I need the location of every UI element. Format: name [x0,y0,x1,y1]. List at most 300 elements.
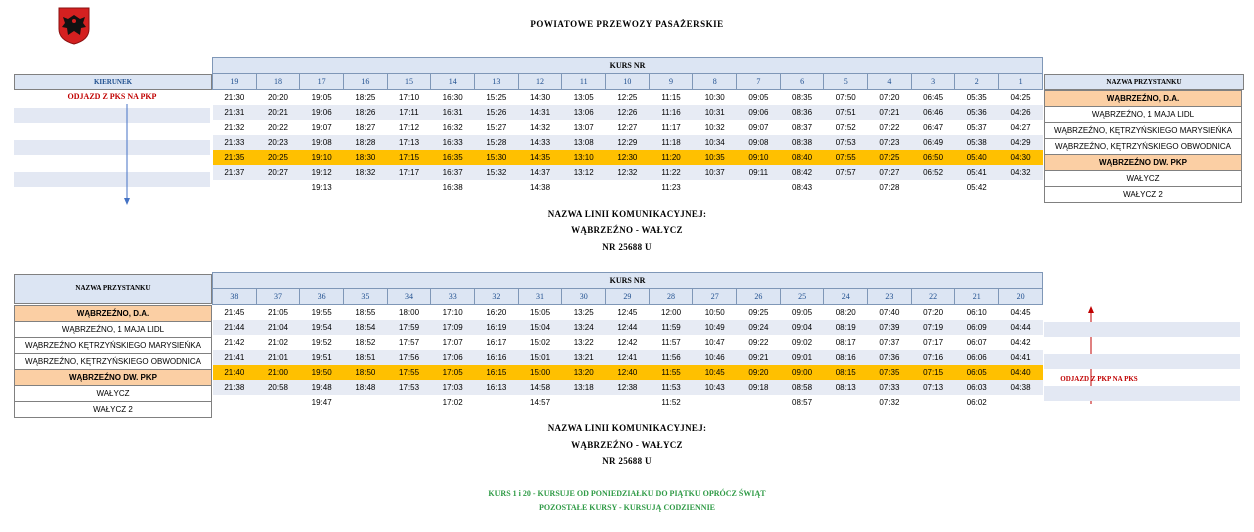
departure-time: 07:19 [911,320,955,335]
departure-time: 06:10 [966,308,987,317]
departure-time: 10:30 [704,93,725,102]
direction-label-lower: ODJAZD Z PKP NA PKS [1060,375,1138,383]
departure-time: 07:15 [911,365,955,380]
departure-time [911,180,955,195]
departure-time: 12:27 [617,123,638,132]
departure-time: 16:15 [475,365,519,380]
stop-name: WAŁYCZ [1044,170,1242,187]
departure-time: 08:57 [792,398,813,407]
departure-time [737,180,781,195]
departure-time: 16:33 [431,135,475,150]
course-number: 25 [780,289,824,305]
departure-time [256,180,300,195]
departure-time: 16:19 [475,320,519,335]
departure-time [213,180,257,195]
departure-time [693,180,737,195]
departure-time: 09:00 [780,365,824,380]
departure-time: 10:34 [693,135,737,150]
departure-time: 04:42 [1010,338,1031,347]
departure-time: 08:19 [824,320,868,335]
departure-time: 08:43 [792,183,813,192]
departure-time: 14:37 [518,165,562,180]
departure-time: 10:31 [693,105,737,120]
departure-time [475,395,519,410]
departure-time: 18:52 [355,338,376,347]
departure-time: 09:02 [792,338,813,347]
timetable-row [213,165,1043,180]
departure-time: 20:27 [256,165,300,180]
departure-time: 17:12 [399,123,420,132]
departure-time: 08:16 [824,350,868,365]
stop-name: WĄBRZEŹNO, KĘTRZYŃSKIEGO OBWODNICA [1044,138,1242,155]
departure-time: 13:10 [562,150,606,165]
departure-time: 07:55 [824,150,868,165]
departure-time: 19:48 [300,380,344,395]
course-number: 2 [955,74,999,90]
departure-time: 11:53 [649,380,693,395]
departure-time: 15:28 [475,135,519,150]
departure-time: 18:00 [399,308,420,317]
departure-time: 17:07 [442,338,463,347]
departure-time: 19:12 [300,165,344,180]
departure-time [387,180,431,195]
departure-time: 19:55 [311,308,332,317]
timetable-row [213,150,1043,165]
stop-name: WĄBRZEŹNO, 1 MAJA LIDL [1044,106,1242,123]
departure-time [562,180,606,195]
departure-time: 13:05 [573,93,594,102]
departure-time: 09:22 [748,338,769,347]
departure-time: 13:12 [562,165,606,180]
stop-name: WĄBRZEŹNO, 1 MAJA LIDL [14,321,212,338]
course-number: 32 [475,289,519,305]
departure-time: 09:20 [737,365,781,380]
departure-time: 07:17 [923,338,944,347]
line-name: WĄBRZEŹNO - WAŁYCZ [571,225,683,235]
departure-time: 21:42 [224,338,245,347]
departure-time: 21:32 [224,123,245,132]
departure-time: 16:13 [475,380,519,395]
departure-time: 18:51 [344,350,388,365]
line-name: WĄBRZEŹNO - WAŁYCZ [571,440,683,450]
course-number: 1 [999,74,1043,90]
departure-time: 19:50 [300,365,344,380]
departure-time: 18:30 [344,150,388,165]
departure-time: 21:00 [256,365,300,380]
course-number: 23 [868,289,912,305]
departure-time: 15:01 [518,350,562,365]
stop-header: NAZWA PRZYSTANKU [14,274,212,304]
departure-time: 19:52 [311,338,332,347]
departure-time: 21:40 [213,365,257,380]
departure-time: 09:11 [737,165,781,180]
course-number: 37 [256,289,300,305]
stop-name: WĄBRZEŹNO, D.A. [14,305,212,322]
departure-time: 06:47 [923,123,944,132]
departure-time: 18:50 [344,365,388,380]
departure-time: 15:25 [486,93,507,102]
timetable-row [213,180,1043,195]
departure-time: 04:26 [999,105,1043,120]
course-number: 6 [780,74,824,90]
departure-time: 04:25 [1010,93,1031,102]
departure-time: 07:51 [824,105,868,120]
departure-time: 08:36 [780,105,824,120]
departure-time: 04:40 [999,365,1043,380]
departure-time: 07:50 [835,93,856,102]
departure-time [475,180,519,195]
departure-time: 08:15 [824,365,868,380]
departure-time: 07:40 [879,308,900,317]
course-number: 21 [955,289,999,305]
departure-time: 06:05 [955,365,999,380]
departure-time [824,395,868,410]
departure-time: 18:25 [355,93,376,102]
footer-note-weekdays: KURS 1 i 20 - KURSUJE OD PONIEDZIAŁKU DO PIĄTKU OPRÓCZ ŚWIĄT [488,489,766,498]
departure-time: 06:46 [911,105,955,120]
departure-time: 09:21 [737,350,781,365]
row-band-stub [1044,322,1240,337]
departure-time: 18:48 [344,380,388,395]
departure-time: 13:18 [562,380,606,395]
departure-time: 19:47 [311,398,332,407]
timetable-row [213,365,1043,380]
departure-time: 19:05 [311,93,332,102]
timetable-row [213,90,1043,106]
departure-time: 19:07 [311,123,332,132]
departure-time: 06:50 [911,150,955,165]
departure-time: 05:40 [955,150,999,165]
departure-time: 19:06 [300,105,344,120]
departure-time [693,395,737,410]
departure-time: 13:24 [562,320,606,335]
departure-time: 04:29 [999,135,1043,150]
stop-name: WĄBRZEŹNO, KĘTRZYŃSKIEGO OBWODNICA [14,353,212,370]
departure-time: 15:30 [475,150,519,165]
departure-time: 14:58 [518,380,562,395]
departure-time: 17:57 [399,338,420,347]
departure-time [387,395,431,410]
departure-time: 07:36 [868,350,912,365]
departure-time: 04:27 [1010,123,1031,132]
departure-time: 13:20 [562,365,606,380]
departure-time: 06:07 [966,338,987,347]
stop-name: WAŁYCZ [14,385,212,402]
departure-time: 21:45 [224,308,245,317]
departure-time: 09:18 [737,380,781,395]
course-number: 29 [606,289,650,305]
departure-time: 07:39 [868,320,912,335]
departure-time: 11:17 [661,123,681,132]
departure-time [824,180,868,195]
departure-time: 21:02 [267,338,289,347]
timetable-row [213,135,1043,150]
departure-time: 09:05 [748,93,769,102]
departure-time: 13:21 [562,350,606,365]
departure-time: 21:41 [213,350,257,365]
row-band-stub [14,172,210,187]
departure-time: 10:50 [704,308,725,317]
stop-name: WĄBRZEŹNO DW. PKP [14,369,212,386]
timetable-row [213,320,1043,335]
departure-time: 11:20 [649,150,693,165]
stop-name: WAŁYCZ 2 [1044,186,1242,203]
departure-time: 06:03 [955,380,999,395]
departure-time: 20:58 [256,380,300,395]
departure-time: 12:25 [617,93,638,102]
departure-time: 09:10 [737,150,781,165]
course-number: 38 [213,289,257,305]
departure-time: 07:37 [879,338,900,347]
departure-time: 04:32 [999,165,1043,180]
course-number: 33 [431,289,475,305]
stop-name: WAŁYCZ 2 [14,401,212,418]
course-number: 20 [999,289,1043,305]
row-band-stub [1044,386,1240,401]
departure-time: 06:06 [955,350,999,365]
departure-time: 09:05 [792,308,813,317]
departure-time: 20:20 [267,93,289,102]
departure-time: 20:21 [256,105,300,120]
departure-time: 04:41 [999,350,1043,365]
departure-time [737,395,781,410]
departure-time: 09:24 [737,320,781,335]
departure-time: 09:08 [737,135,781,150]
line-number: NR 25688 U [602,456,652,466]
departure-time: 20:23 [256,135,300,150]
departure-time: 07:53 [824,135,868,150]
departure-time: 17:02 [442,398,463,407]
stop-name: WĄBRZEŹNO, D.A. [1044,90,1242,107]
departure-time: 12:26 [606,105,650,120]
departure-time: 12:42 [617,338,638,347]
row-band-stub [1044,354,1240,369]
departure-time: 10:32 [704,123,725,132]
departure-time: 19:54 [300,320,344,335]
course-number: 10 [606,74,650,90]
departure-time: 18:27 [355,123,376,132]
departure-time: 08:58 [780,380,824,395]
footer-note-daily: POZOSTAŁE KURSY - KURSUJĄ CODZIENNIE [538,503,716,512]
departure-time: 21:44 [213,320,257,335]
departure-time: 14:35 [518,150,562,165]
departure-time: 15:27 [486,123,507,132]
departure-time [344,395,388,410]
departure-time: 15:00 [518,365,562,380]
course-number: 18 [256,74,300,90]
departure-time: 04:38 [999,380,1043,395]
departure-time: 21:01 [256,350,300,365]
departure-time: 08:37 [792,123,813,132]
departure-time: 19:51 [300,350,344,365]
departure-time: 17:56 [387,350,431,365]
departure-time: 06:45 [923,93,944,102]
timetable-row [213,105,1043,120]
departure-time: 10:43 [693,380,737,395]
departure-time: 09:01 [780,350,824,365]
departure-time: 18:28 [344,135,388,150]
departure-time: 17:55 [387,365,431,380]
departure-time: 17:05 [431,365,475,380]
departure-time [213,395,257,410]
departure-time [999,395,1043,410]
departure-time: 15:05 [530,308,551,317]
departure-time: 11:15 [661,93,681,102]
departure-time: 05:35 [966,93,987,102]
departure-time: 13:08 [562,135,606,150]
departure-time: 20:25 [256,150,300,165]
departure-time: 07:20 [879,93,900,102]
course-number: 26 [737,289,781,305]
course-number: 12 [518,74,562,90]
departure-time [256,395,300,410]
course-number: 5 [824,74,868,90]
departure-time: 14:57 [530,398,551,407]
departure-time: 16:37 [431,165,475,180]
departure-time: 10:35 [693,150,737,165]
course-number: 34 [387,289,431,305]
departure-time: 18:54 [344,320,388,335]
departure-time: 12:38 [606,380,650,395]
departure-time: 15:26 [475,105,519,120]
departure-time: 17:06 [431,350,475,365]
departure-time: 12:32 [606,165,650,180]
departure-time: 05:36 [955,105,999,120]
departure-time: 07:57 [824,165,868,180]
departure-time: 21:35 [213,150,257,165]
departure-time: 12:30 [606,150,650,165]
line-number: NR 25688 U [602,242,652,252]
line-title: NAZWA LINII KOMUNIKACYJNEJ: [547,423,707,433]
departure-time: 05:37 [966,123,987,132]
departure-time [606,395,650,410]
departure-time: 17:09 [431,320,475,335]
course-number: 30 [562,289,606,305]
departure-time: 12:41 [606,350,650,365]
course-number: 15 [387,74,431,90]
departure-time: 18:55 [355,308,376,317]
departure-time: 11:18 [649,135,693,150]
course-number: 24 [824,289,868,305]
departure-time: 17:59 [387,320,431,335]
departure-time: 14:38 [530,183,551,192]
departure-time: 21:04 [256,320,300,335]
departure-time: 15:04 [518,320,562,335]
departure-time: 17:13 [387,135,431,150]
departure-time: 07:33 [868,380,912,395]
departure-time: 17:11 [387,105,431,120]
departure-time: 07:13 [911,380,955,395]
departure-time: 08:40 [780,150,824,165]
course-number: 4 [868,74,912,90]
departure-time: 08:38 [780,135,824,150]
kurs-header: KURS NR [213,58,1043,74]
departure-time: 12:40 [606,365,650,380]
departure-time: 08:13 [824,380,868,395]
lower-timetable [212,272,1043,410]
departure-time: 07:16 [911,350,955,365]
departure-time: 10:37 [693,165,737,180]
departure-time: 18:32 [344,165,388,180]
departure-time: 11:59 [649,320,693,335]
departure-time: 20:22 [267,123,289,132]
kurs-header: KURS NR [213,273,1043,289]
departure-time: 04:45 [1010,308,1031,317]
departure-time: 13:07 [573,123,594,132]
departure-time: 09:06 [737,105,781,120]
departure-time: 05:42 [966,183,987,192]
stop-header: NAZWA PRZYSTANKU [1044,74,1244,90]
departure-time: 04:44 [999,320,1043,335]
upper-timetable [212,57,1043,195]
departure-time: 13:06 [562,105,606,120]
departure-time: 07:22 [879,123,900,132]
departure-time: 14:33 [518,135,562,150]
departure-time: 16:31 [431,105,475,120]
timetable-row [213,350,1043,365]
departure-time: 07:27 [868,165,912,180]
departure-time: 18:26 [344,105,388,120]
departure-time: 21:38 [213,380,257,395]
course-number: 9 [649,74,693,90]
departure-time: 17:17 [387,165,431,180]
departure-time: 15:02 [530,338,551,347]
departure-time: 17:03 [431,380,475,395]
row-band-stub [14,108,210,123]
departure-time: 16:32 [442,123,463,132]
departure-time: 07:20 [923,308,944,317]
departure-time: 12:45 [617,308,638,317]
departure-time: 06:52 [911,165,955,180]
departure-time: 06:09 [955,320,999,335]
departure-time: 17:10 [442,308,463,317]
direction-arrow-down-icon [122,104,132,206]
departure-time: 06:02 [966,398,987,407]
departure-time: 15:32 [475,165,519,180]
course-number: 14 [431,74,475,90]
departure-time: 07:32 [879,398,900,407]
line-title: NAZWA LINII KOMUNIKACYJNEJ: [547,209,707,219]
departure-time: 10:47 [704,338,725,347]
departure-time: 19:13 [311,183,332,192]
departure-time: 07:28 [879,183,900,192]
departure-time: 17:15 [387,150,431,165]
departure-time: 16:17 [486,338,507,347]
course-number: 22 [911,289,955,305]
departure-time: 07:23 [868,135,912,150]
departure-time: 07:35 [868,365,912,380]
departure-time: 11:57 [661,338,681,347]
timetable-row [213,305,1043,321]
course-number: 31 [518,289,562,305]
departure-time: 19:10 [300,150,344,165]
departure-time: 07:52 [835,123,856,132]
departure-time: 13:22 [573,338,594,347]
departure-time: 08:20 [835,308,856,317]
departure-time: 16:16 [475,350,519,365]
departure-time: 14:31 [518,105,562,120]
departure-time: 05:38 [955,135,999,150]
departure-time: 12:44 [606,320,650,335]
departure-time: 09:25 [748,308,769,317]
timetable-row [213,335,1043,350]
departure-time: 07:25 [868,150,912,165]
departure-time [911,395,955,410]
departure-time: 11:23 [661,183,681,192]
departure-time: 14:30 [530,93,551,102]
departure-time: 08:42 [780,165,824,180]
departure-time: 13:25 [573,308,594,317]
